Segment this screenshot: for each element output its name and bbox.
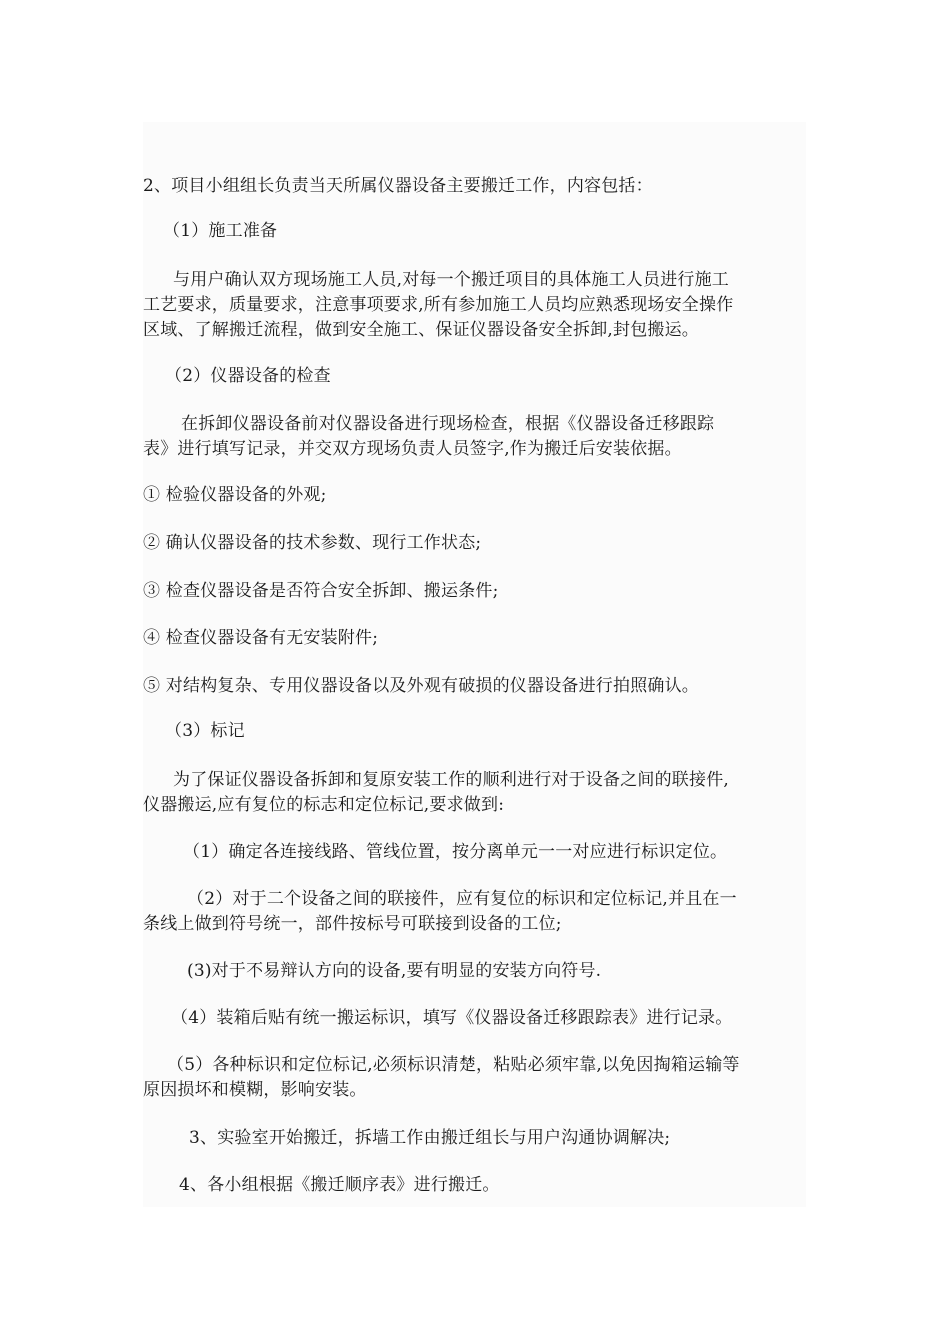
check-item: ⑤ 对结构复杂、专用仪器设备以及外观有破损的仪器设备进行拍照确认。	[143, 676, 700, 696]
sub3-paragraph-line1: 为了保证仪器设备拆卸和复原安装工作的顺利进行对于设备之间的联接件,	[173, 770, 730, 790]
sub3-title: （3）标记	[165, 721, 245, 741]
check-item: ③ 检查仪器设备是否符合安全拆卸、搬运条件;	[143, 581, 499, 601]
check-item: ② 确认仪器设备的技术参数、现行工作状态;	[143, 533, 482, 553]
mark-item-2-line1: （2）对于二个设备之间的联接件，应有复位的标识和定位标记,并且在一	[187, 889, 737, 909]
section3-line: 3、实验室开始搬迁，拆墙工作由搬迁组长与用户沟通协调解决;	[189, 1128, 671, 1148]
sub1-paragraph-line3: 区域、了解搬迁流程，做到安全施工、保证仪器设备安全拆卸,封包搬运。	[143, 320, 700, 340]
sub1-title: （1）施工准备	[163, 221, 278, 241]
mark-item-2-line2: 条线上做到符号统一，部件按标号可联接到设备的工位;	[143, 914, 562, 934]
mark-item-4: （4）装箱后贴有统一搬运标识，填写《仪器设备迁移跟踪表》进行记录。	[171, 1008, 733, 1028]
mark-item-1: （1）确定各连接线路、管线位置，按分离单元一一对应进行标识定位。	[183, 842, 728, 862]
mark-item-5-line1: （5）各种标识和定位标记,必须标识清楚，粘贴必须牢靠,以免因掏箱运输等	[167, 1055, 740, 1075]
sub1-paragraph-line2: 工艺要求，质量要求，注意事项要求,所有参加施工人员均应熟悉现场安全操作	[143, 295, 734, 315]
sub2-paragraph-line2: 表》进行填写记录，并交双方现场负责人员签字,作为搬迁后安装依据。	[143, 439, 682, 459]
check-item: ④ 检查仪器设备有无安装附件;	[143, 628, 379, 648]
sub1-paragraph-line1: 与用户确认双方现场施工人员,对每一个搬迁项目的具体施工人员进行施工	[173, 270, 730, 290]
sub2-paragraph-line1: 在拆卸仪器设备前对仪器设备进行现场检查，根据《仪器设备迁移跟踪	[181, 414, 715, 434]
check-item: ① 检验仪器设备的外观;	[143, 485, 327, 505]
sub2-title: （2）仪器设备的检查	[165, 366, 331, 386]
mark-item-5-line2: 原因损坏和模糊，影响安装。	[143, 1080, 367, 1100]
section2-heading: 2、项目小组组长负责当天所属仪器设备主要搬迁工作，内容包括：	[143, 176, 653, 196]
mark-item-3: (3)对于不易辩认方向的设备,要有明显的安装方向符号.	[187, 961, 602, 981]
section4-line: 4、各小组根据《搬迁顺序表》进行搬迁。	[179, 1175, 500, 1195]
sub3-paragraph-line2: 仪器搬运,应有复位的标志和定位标记,要求做到:	[143, 795, 505, 815]
